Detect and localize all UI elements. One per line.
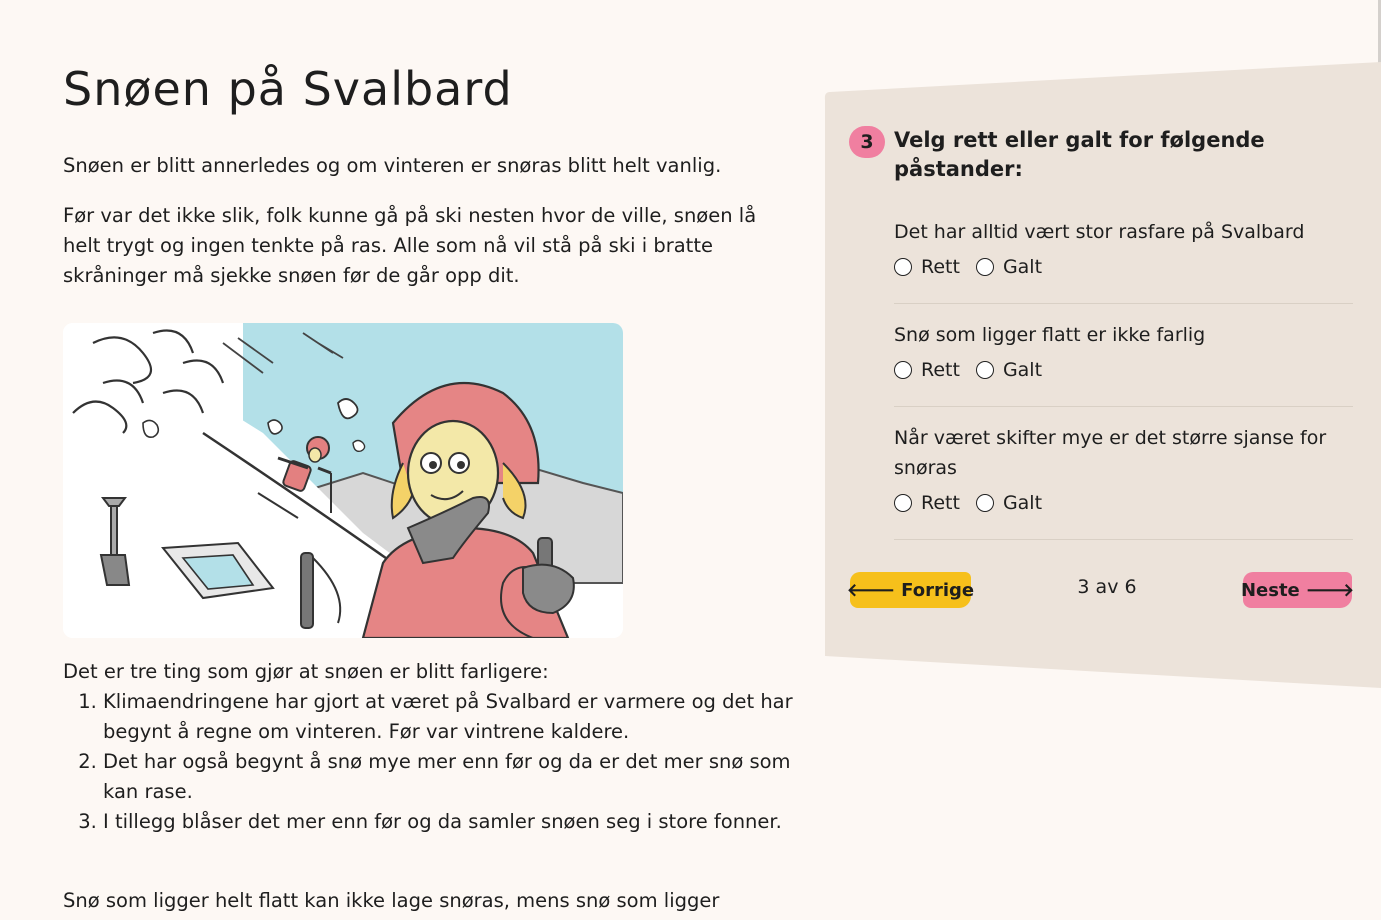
reasons-list	[63, 687, 813, 837]
arrow-right-icon: 🡒	[1305, 579, 1355, 601]
list-item: 3. I tillegg blåser det mer enn før og da samler snøen seg i store fonner.	[103, 807, 813, 837]
divider	[894, 406, 1353, 407]
statement-text: Når været skifter mye er det større sjanse for snøras	[894, 427, 1327, 479]
paragraph-before: Før var det ikke slik, folk kunne gå på ski nesten hvor de ville, snøen lå helt trygt og ingen tenkte på ras. Alle som nå vil stå på ski i bratte skråninger må sjekke snøen før de går opp dit.	[63, 204, 757, 287]
option-label: Rett	[921, 492, 960, 514]
radio-button[interactable]	[894, 258, 912, 276]
list-item: 2. Det har også begynt å snø mye mer enn før og da er det mer snø som kan rase.	[103, 747, 813, 807]
arrow-left-icon: 🡐	[846, 579, 896, 601]
intro-paragraph: Snøen er blitt annerledes og om vinteren er snøras blitt helt vanlig.	[63, 154, 722, 177]
statement-options	[894, 256, 1058, 278]
option-label: Rett	[921, 256, 960, 278]
statement-text: Det har alltid vært stor rasfare på Svalbard	[894, 221, 1305, 243]
option-label: Galt	[1002, 492, 1043, 514]
paragraph-after: Snø som ligger helt flatt kan ikke lage snøras, mens snø som ligger	[63, 889, 720, 912]
option-galt[interactable]	[976, 359, 1042, 381]
option-galt[interactable]	[976, 492, 1042, 514]
option-label: Galt	[1002, 256, 1043, 278]
previous-label: Forrige	[901, 579, 975, 601]
option-rett[interactable]	[894, 492, 960, 514]
statement-1	[894, 217, 1354, 278]
option-rett[interactable]	[894, 256, 960, 278]
page-indicator: 3 av 6	[1077, 576, 1137, 598]
radio-button[interactable]	[976, 361, 994, 379]
list-item: 1. Klimaendringene har gjort at været på Svalbard er varmere og det har begynt å regne om vinteren. Før var vintrene kaldere.	[103, 687, 813, 747]
option-galt[interactable]	[976, 256, 1042, 278]
statement-options	[894, 359, 1058, 381]
question-title: Velg rett eller galt for følgende påstander:	[894, 128, 1265, 181]
reasons-intro: Det er tre ting som gjør at snøen er blitt farligere:	[63, 660, 549, 683]
statement-3	[894, 423, 1349, 514]
option-label: Galt	[1002, 359, 1043, 381]
radio-button[interactable]	[976, 494, 994, 512]
previous-button[interactable]	[846, 572, 975, 608]
radio-button[interactable]	[976, 258, 994, 276]
question-number-badge: 3	[849, 126, 885, 158]
radio-button[interactable]	[894, 361, 912, 379]
next-label: Neste	[1240, 579, 1300, 601]
next-button[interactable]	[1240, 572, 1355, 608]
divider	[894, 539, 1353, 540]
statement-options	[894, 492, 1058, 514]
statement-2	[894, 320, 1354, 381]
option-label: Rett	[921, 359, 960, 381]
page-title: Snøen på Svalbard	[63, 62, 513, 116]
radio-button[interactable]	[894, 494, 912, 512]
divider	[894, 303, 1353, 304]
statement-text: Snø som ligger flatt er ikke farlig	[894, 324, 1206, 346]
option-rett[interactable]	[894, 359, 960, 381]
avalanche-illustration	[63, 323, 623, 638]
